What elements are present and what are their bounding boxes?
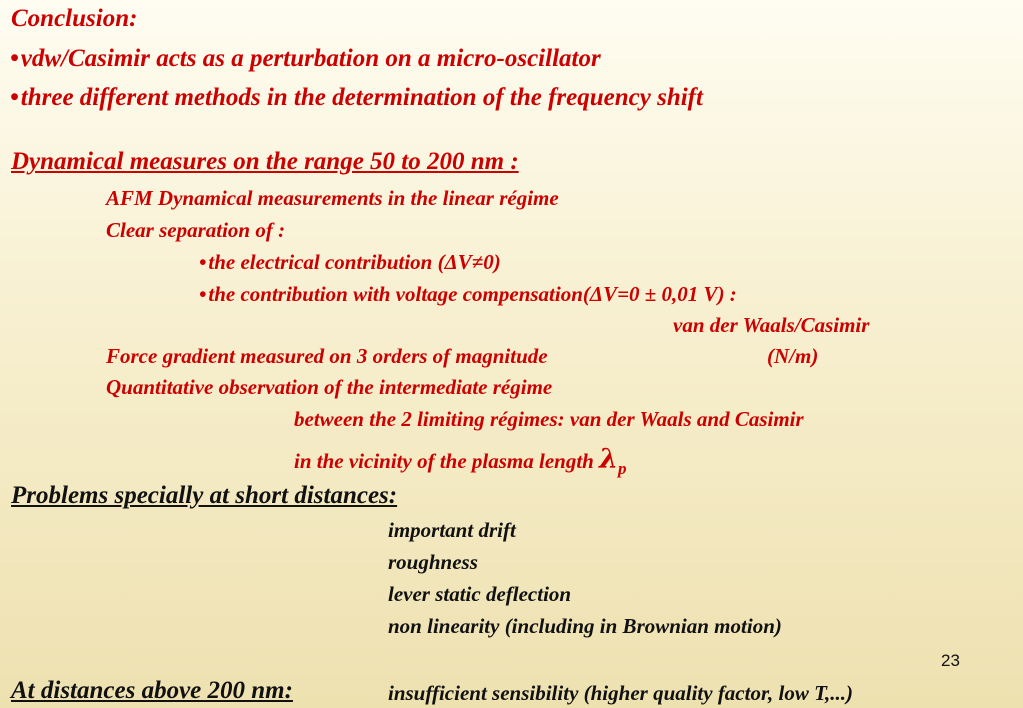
sub-bullet-electrical: •the electrical contribution (ΔV≠0) bbox=[199, 250, 501, 274]
problem-item: important drift bbox=[388, 518, 516, 542]
quantitative-line: Quantitative observation of the intermediate régime bbox=[106, 375, 553, 399]
dynamical-heading: Dynamical measures on the range 50 to 200 nm : bbox=[11, 148, 519, 175]
vdw-casimir-label: van der Waals/Casimir bbox=[673, 313, 870, 337]
lambda-symbol: λ bbox=[599, 444, 619, 475]
bullet-icon: • bbox=[199, 250, 207, 274]
dynamical-line-afm: AFM Dynamical measurements in the linear régime bbox=[106, 186, 559, 210]
bullet-icon: • bbox=[10, 84, 19, 111]
between-regimes-line: between the 2 limiting régimes: van der Waals and Casimir bbox=[294, 407, 804, 431]
page-number: 23 bbox=[941, 651, 960, 670]
dynamical-line-separation: Clear separation of : bbox=[106, 218, 286, 242]
problem-item: non linearity (including in Brownian motion) bbox=[388, 614, 782, 638]
conclusion-bullet-1: •vdw/Casimir acts as a perturbation on a micro-oscillator bbox=[10, 45, 601, 72]
sub-bullet-compensation: •the contribution with voltage compensation(ΔV=0 ± 0,01 V) : bbox=[199, 282, 737, 306]
lambda-subscript: p bbox=[618, 459, 627, 478]
above-200nm-heading: At distances above 200 nm: bbox=[11, 677, 293, 704]
force-unit: (N/m) bbox=[767, 344, 819, 368]
problem-item: roughness bbox=[388, 550, 478, 574]
bullet-icon: • bbox=[199, 282, 207, 306]
bullet-icon: • bbox=[10, 45, 19, 72]
problems-heading: Problems specially at short distances: bbox=[11, 482, 398, 509]
plasma-length-line: in the vicinity of the plasma length $\lambda_p$ bbox=[294, 444, 627, 478]
force-gradient-line: Force gradient measured on 3 orders of magnitude bbox=[106, 344, 548, 368]
conclusion-bullet-2: •three different methods in the determination of the frequency shift bbox=[10, 84, 703, 111]
conclusion-heading: Conclusion: bbox=[11, 5, 138, 32]
problem-item: lever static deflection bbox=[388, 582, 572, 606]
above-200nm-text: insufficient sensibility (higher quality factor, low T,...) bbox=[388, 681, 853, 705]
